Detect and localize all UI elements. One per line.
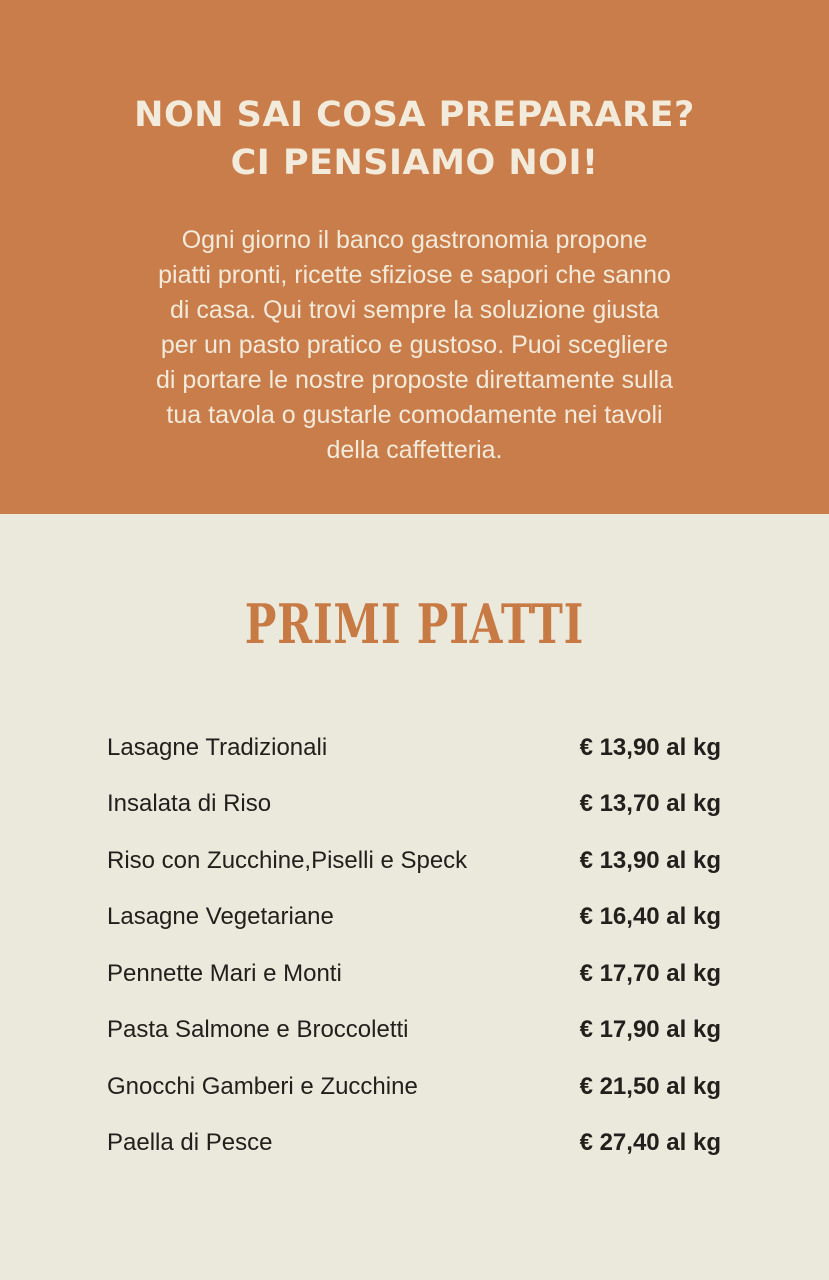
dish-price: € 13,70 al kg xyxy=(579,790,721,817)
menu-section xyxy=(0,514,829,1280)
dish-price: € 27,40 al kg xyxy=(579,1129,721,1156)
menu-item xyxy=(107,1067,721,1107)
dish-price: € 16,40 al kg xyxy=(579,903,721,930)
dish-name: Pennette Mari e Monti xyxy=(107,960,342,987)
dish-name: Paella di Pesce xyxy=(107,1129,273,1156)
menu-item xyxy=(107,897,721,937)
dish-name: Riso con Zucchine,Piselli e Speck xyxy=(107,847,468,874)
hero-text-line-3: di casa. Qui trovi sempre la soluzione giusta xyxy=(169,296,660,324)
dish-price: € 21,50 al kg xyxy=(579,1073,721,1100)
hero-text-line-2: piatti pronti, ricette sfiziose e sapori che sanno xyxy=(158,261,671,289)
dish-price: € 13,90 al kg xyxy=(579,734,721,761)
dish-name: Gnocchi Gamberi e Zucchine xyxy=(107,1073,418,1100)
menu-item xyxy=(107,954,721,994)
section-title: PRIMI PIATTI xyxy=(244,592,585,656)
dish-price: € 13,90 al kg xyxy=(579,847,721,874)
hero-text-line-5: di portare le nostre proposte direttamente sulla xyxy=(156,366,673,394)
dish-name: Lasagne Vegetariane xyxy=(107,903,334,930)
hero-title-line-1: NON SAI COSA PREPARARE? xyxy=(134,95,695,135)
dish-name: Pasta Salmone e Broccoletti xyxy=(107,1016,409,1043)
hero-title-line-2: CI PENSIAMO NOI! xyxy=(230,143,599,183)
menu-item xyxy=(107,784,721,824)
hero-banner xyxy=(0,0,829,514)
menu-item xyxy=(107,1123,721,1163)
hero-text-line-6: tua tavola o gustarle comodamente nei tavoli xyxy=(166,401,663,429)
hero-text-line-7: della caffetteria. xyxy=(326,436,503,464)
hero-text-line-4: per un pasto pratico e gustoso. Puoi scegliere xyxy=(160,331,669,359)
menu-item xyxy=(107,728,721,768)
menu-item xyxy=(107,1010,721,1050)
dish-name: Lasagne Tradizionali xyxy=(107,734,328,761)
dish-price: € 17,90 al kg xyxy=(579,1016,721,1043)
hero-text-line-1: Ogni giorno il banco gastronomia propone xyxy=(181,226,648,254)
menu-item xyxy=(107,841,721,881)
dish-price: € 17,70 al kg xyxy=(579,960,721,987)
dish-name: Insalata di Riso xyxy=(107,790,272,817)
